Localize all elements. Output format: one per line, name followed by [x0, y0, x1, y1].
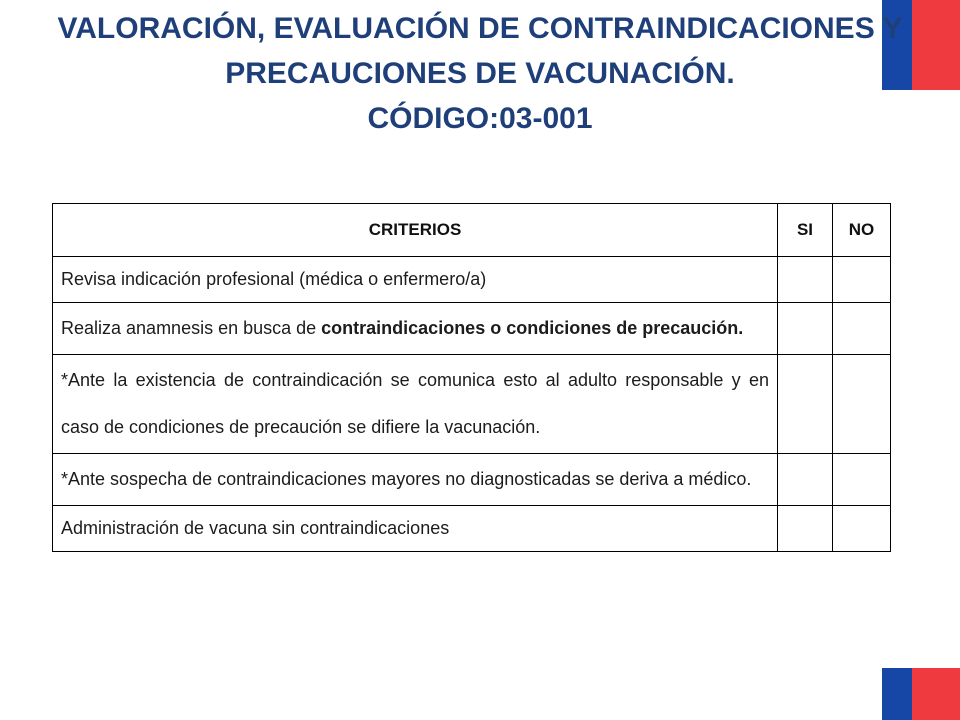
flag-blue-stripe [882, 668, 912, 720]
table-row [53, 303, 891, 355]
criterion-text [53, 303, 778, 355]
criterion-text: *Ante sospecha de contraindicaciones mayores no diagnosticadas se deriva a médico. [53, 454, 778, 506]
table-header-row [53, 204, 891, 257]
header-si: SI [778, 204, 833, 257]
no-cell[interactable] [833, 506, 891, 552]
header-criterios: CRITERIOS [53, 204, 778, 257]
criterion-text-regular: Realiza anamnesis en busca de [61, 318, 322, 338]
table-row [53, 506, 891, 552]
title-line-2: PRECAUCIONES DE VACUNACIÓN. [225, 57, 735, 90]
si-cell[interactable] [778, 257, 833, 303]
flag-red-stripe [912, 668, 960, 720]
no-cell[interactable] [833, 454, 891, 506]
no-cell[interactable] [833, 355, 891, 454]
title-line-1: VALORACIÓN, EVALUACIÓN DE CONTRAINDICACIONES Y [57, 12, 903, 45]
table-row [53, 355, 891, 454]
no-cell[interactable] [833, 303, 891, 355]
criterion-text: *Ante la existencia de contraindicación se comunica esto al adulto responsable y en caso de condiciones de precaución se difiere la vacunación. [53, 355, 778, 454]
criterion-text-bold: contraindicaciones o condiciones de precaución. [321, 318, 744, 338]
criteria-table [52, 203, 891, 552]
table-row [53, 454, 891, 506]
criterion-text: Revisa indicación profesional (médica o enfermero/a) [53, 257, 778, 303]
criterion-text: Administración de vacuna sin contraindicaciones [53, 506, 778, 552]
si-cell[interactable] [778, 303, 833, 355]
title-code: CÓDIGO:03-001 [367, 102, 593, 135]
si-cell[interactable] [778, 506, 833, 552]
page-title [0, 6, 960, 141]
header-no: NO [833, 204, 891, 257]
no-cell[interactable] [833, 257, 891, 303]
si-cell[interactable] [778, 355, 833, 454]
flag-stripe-bottom [882, 668, 960, 720]
table-row [53, 257, 891, 303]
si-cell[interactable] [778, 454, 833, 506]
